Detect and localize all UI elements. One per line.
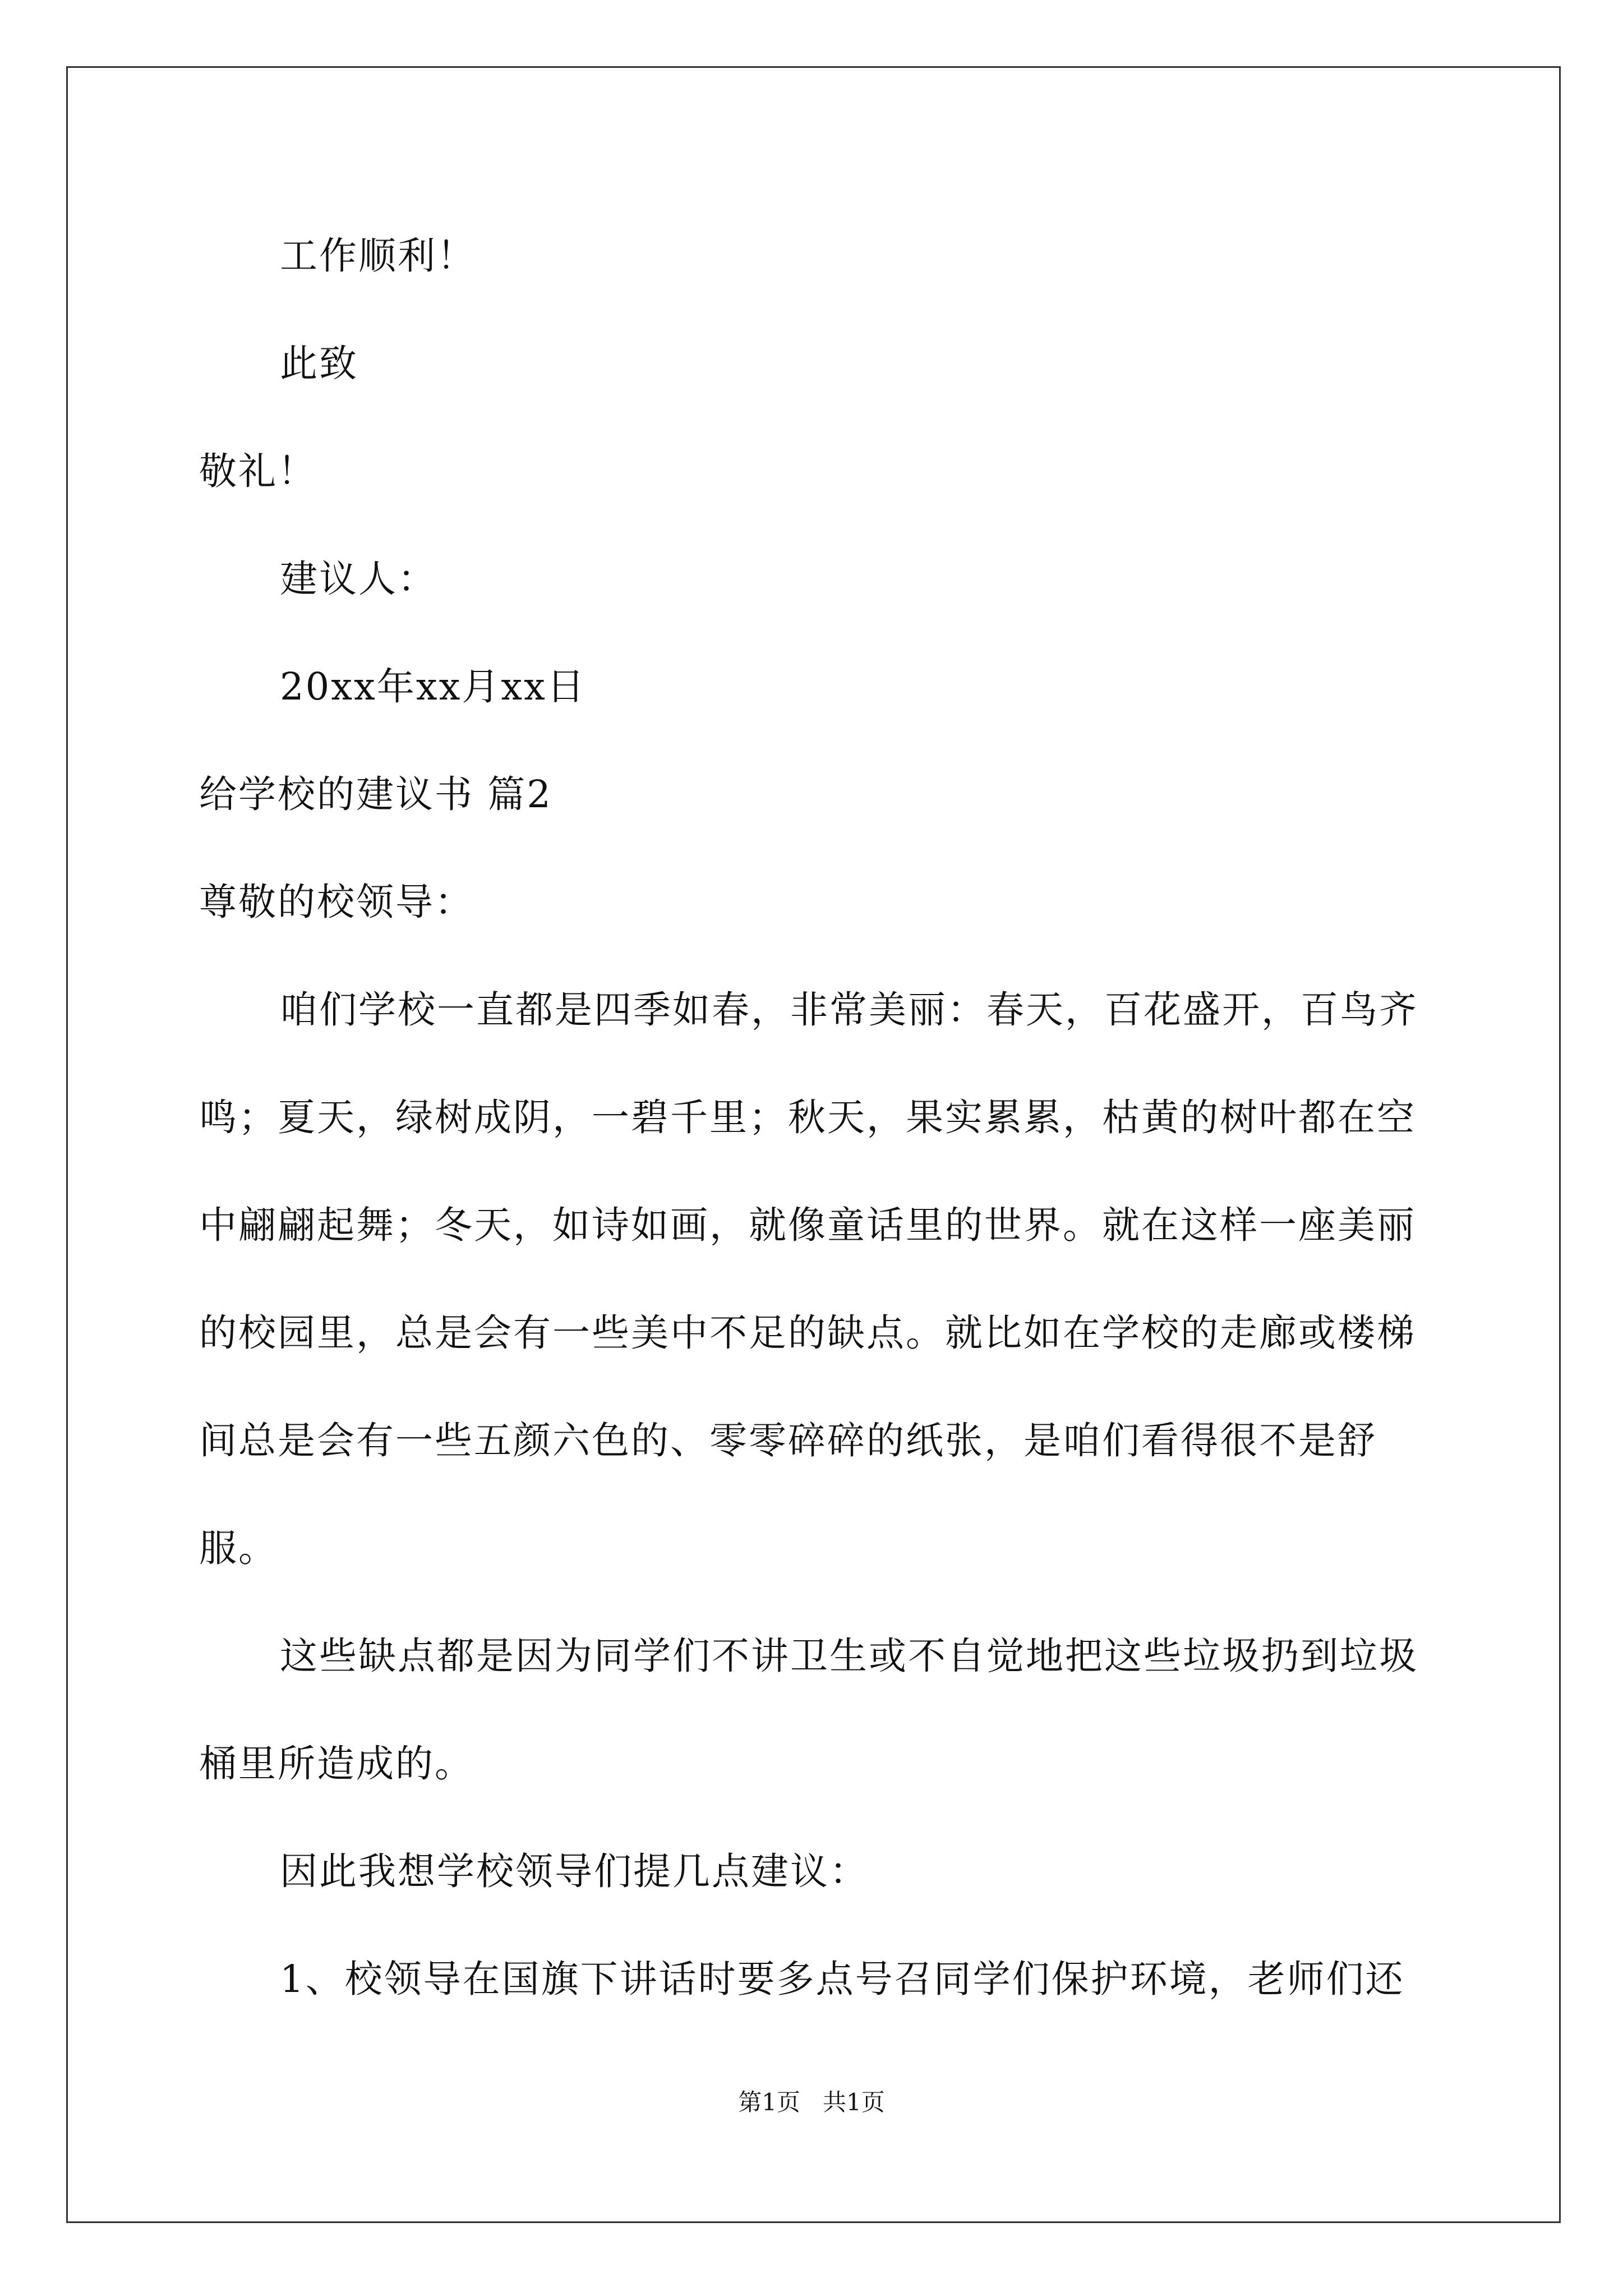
paragraph-suggestion-1: 1、校领导在国旗下讲话时要多点号召同学们保护环境，老师们还 xyxy=(280,1957,1405,2001)
paragraph-greeting: 尊敬的校领导： xyxy=(199,880,474,924)
paragraph-salutation-cizhi: 此致 xyxy=(280,342,358,385)
paragraph-salutation-jingli: 敬礼！ xyxy=(199,449,317,493)
paragraph-date: 20xx年xx月xx日 xyxy=(280,665,586,708)
paragraph-body-3: 因此我想学校领导们提几点建议： xyxy=(280,1849,869,1893)
document-body xyxy=(199,202,1433,2033)
page-footer xyxy=(0,2086,1623,2119)
paragraph-closing-wish: 工作顺利！ xyxy=(280,234,476,278)
section-heading: 给学校的建议书 篇2 xyxy=(199,772,552,816)
page-number: 第1页 共1页 xyxy=(738,2088,885,2116)
paragraph-body-2: 这些缺点都是因为同学们不讲卫生或不自觉地把这些垃圾扔到垃圾桶里所造成的。 xyxy=(199,1634,1418,1786)
paragraph-signer-label: 建议人： xyxy=(280,557,437,601)
paragraph-body-1: 咱们学校一直都是四季如春，非常美丽：春天，百花盛开，百鸟齐鸣；夏天，绿树成阴，一碧千里；秋天，果实累累，枯黄的树叶都在空中翩翩起舞；冬天，如诗如画，就像童话里的世界。就在这样一座美丽的校园里，总是会有一些美中不足的缺点。就比如在学校的走廊或楼梯间总是会有一些五颜六色的、零零碎碎的纸张，是咱们看得很不是舒服。 xyxy=(199,988,1418,1570)
